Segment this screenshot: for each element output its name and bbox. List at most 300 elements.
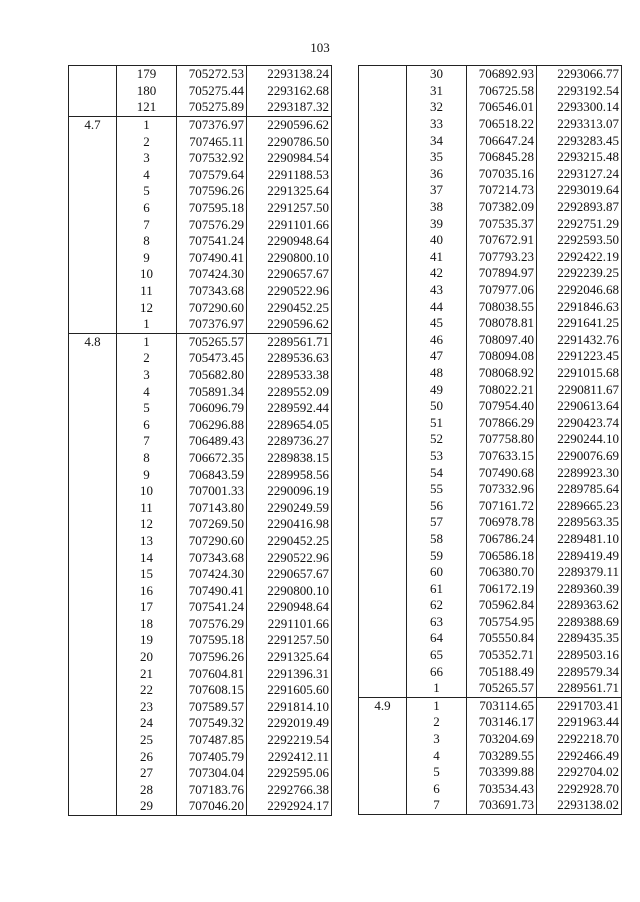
y-coordinate-cell: 2292466.49	[537, 747, 622, 764]
table-row	[69, 765, 332, 782]
point-number-cell: 62	[407, 597, 467, 614]
x-coordinate-cell: 703534.43	[467, 781, 537, 798]
section-cell	[359, 66, 407, 83]
y-coordinate-cell: 2289592.44	[247, 400, 332, 417]
y-coordinate-cell: 2289481.10	[537, 531, 622, 548]
y-coordinate-cell: 2291101.66	[247, 216, 332, 233]
table-row	[69, 566, 332, 583]
point-number-cell: 37	[407, 182, 467, 199]
y-coordinate-cell: 2289654.05	[247, 416, 332, 433]
point-number-cell: 8	[117, 450, 177, 467]
table-row	[359, 797, 622, 814]
point-number-cell: 24	[117, 715, 177, 732]
y-coordinate-cell: 2290244.10	[537, 431, 622, 448]
x-coordinate-cell: 707977.06	[467, 282, 537, 299]
coordinate-table-right	[358, 65, 622, 815]
section-cell	[69, 533, 117, 550]
section-cell	[359, 381, 407, 398]
section-cell	[359, 99, 407, 116]
table-row	[69, 699, 332, 716]
section-cell	[69, 83, 117, 100]
table-row	[69, 383, 332, 400]
x-coordinate-cell: 708078.81	[467, 315, 537, 332]
x-coordinate-cell: 708038.55	[467, 298, 537, 315]
table-row	[359, 464, 622, 481]
table-row	[69, 133, 332, 150]
point-number-cell: 14	[117, 549, 177, 566]
table-row	[69, 582, 332, 599]
table-row	[359, 448, 622, 465]
point-number-cell: 60	[407, 564, 467, 581]
x-coordinate-cell: 707465.11	[177, 133, 247, 150]
y-coordinate-cell: 2289838.15	[247, 450, 332, 467]
x-coordinate-cell: 706672.35	[177, 450, 247, 467]
y-coordinate-cell: 2292924.17	[247, 798, 332, 815]
point-number-cell: 7	[407, 797, 467, 814]
x-coordinate-cell: 703114.65	[467, 697, 537, 714]
x-coordinate-cell: 705962.84	[467, 597, 537, 614]
point-number-cell: 1	[117, 333, 177, 350]
table-row	[69, 665, 332, 682]
x-coordinate-cell: 707376.97	[177, 116, 247, 133]
table-row	[359, 747, 622, 764]
x-coordinate-cell: 708022.21	[467, 381, 537, 398]
x-coordinate-cell: 707487.85	[177, 732, 247, 749]
point-number-cell: 46	[407, 332, 467, 349]
point-number-cell: 5	[117, 183, 177, 200]
table-row	[359, 199, 622, 216]
section-cell	[359, 365, 407, 382]
x-coordinate-cell: 707596.26	[177, 649, 247, 666]
x-coordinate-cell: 707290.60	[177, 533, 247, 550]
x-coordinate-cell: 707672.91	[467, 232, 537, 249]
point-number-cell: 49	[407, 381, 467, 398]
y-coordinate-cell: 2289503.16	[537, 647, 622, 664]
x-coordinate-cell: 707954.40	[467, 398, 537, 415]
x-coordinate-cell: 707046.20	[177, 798, 247, 815]
y-coordinate-cell: 2290596.62	[247, 116, 332, 133]
y-coordinate-cell: 2290657.67	[247, 566, 332, 583]
point-number-cell: 33	[407, 116, 467, 133]
table-row	[359, 680, 622, 697]
point-number-cell: 9	[117, 466, 177, 483]
y-coordinate-cell: 2292422.19	[537, 249, 622, 266]
point-number-cell: 17	[117, 599, 177, 616]
table-row	[69, 782, 332, 799]
x-coordinate-cell: 706096.79	[177, 400, 247, 417]
section-cell	[359, 663, 407, 680]
x-coordinate-cell: 703289.55	[467, 747, 537, 764]
section-cell	[359, 398, 407, 415]
y-coordinate-cell: 2293019.64	[537, 182, 622, 199]
y-coordinate-cell: 2289563.35	[537, 514, 622, 531]
x-coordinate-cell: 705275.89	[177, 99, 247, 116]
point-number-cell: 1	[407, 680, 467, 697]
x-coordinate-cell: 707541.24	[177, 599, 247, 616]
table-row	[359, 597, 622, 614]
table-row	[69, 116, 332, 133]
x-coordinate-cell: 706296.88	[177, 416, 247, 433]
point-number-cell: 36	[407, 166, 467, 183]
x-coordinate-cell: 705352.71	[467, 647, 537, 664]
section-cell	[69, 715, 117, 732]
point-number-cell: 6	[117, 416, 177, 433]
x-coordinate-cell: 707035.16	[467, 166, 537, 183]
table-row	[69, 732, 332, 749]
y-coordinate-cell: 2291396.31	[247, 665, 332, 682]
table-row	[359, 497, 622, 514]
section-cell	[359, 597, 407, 614]
section-cell	[69, 616, 117, 633]
point-number-cell: 5	[407, 764, 467, 781]
table-row	[69, 316, 332, 333]
y-coordinate-cell: 2289360.39	[537, 580, 622, 597]
section-cell	[359, 265, 407, 282]
x-coordinate-cell: 705891.34	[177, 383, 247, 400]
y-coordinate-cell: 2290522.96	[247, 283, 332, 300]
point-number-cell: 35	[407, 149, 467, 166]
section-cell	[359, 448, 407, 465]
point-number-cell: 2	[117, 350, 177, 367]
y-coordinate-cell: 2292928.70	[537, 781, 622, 798]
point-number-cell: 15	[117, 566, 177, 583]
section-cell: 4.8	[69, 333, 117, 350]
point-number-cell: 121	[117, 99, 177, 116]
section-cell	[69, 649, 117, 666]
x-coordinate-cell: 707596.26	[177, 183, 247, 200]
section-cell	[359, 680, 407, 697]
section-cell	[359, 564, 407, 581]
y-coordinate-cell: 2290249.59	[247, 499, 332, 516]
section-cell	[359, 232, 407, 249]
y-coordinate-cell: 2291846.63	[537, 298, 622, 315]
section-cell	[359, 481, 407, 498]
table-row	[69, 283, 332, 300]
table-row	[69, 499, 332, 516]
y-coordinate-cell: 2289923.30	[537, 464, 622, 481]
x-coordinate-cell: 707290.60	[177, 299, 247, 316]
section-cell	[69, 299, 117, 316]
section-cell	[69, 350, 117, 367]
y-coordinate-cell: 2291257.50	[247, 632, 332, 649]
x-coordinate-cell: 707332.96	[467, 481, 537, 498]
x-coordinate-cell: 707490.68	[467, 464, 537, 481]
section-cell	[359, 132, 407, 149]
section-cell	[69, 483, 117, 500]
y-coordinate-cell: 2292595.06	[247, 765, 332, 782]
x-coordinate-cell: 707532.92	[177, 150, 247, 167]
y-coordinate-cell: 2289736.27	[247, 433, 332, 450]
table-row	[359, 697, 622, 714]
section-cell	[69, 216, 117, 233]
section-cell	[69, 383, 117, 400]
section-cell	[69, 632, 117, 649]
table-row	[69, 715, 332, 732]
y-coordinate-cell: 2289533.38	[247, 367, 332, 384]
section-cell	[69, 433, 117, 450]
point-number-cell: 56	[407, 497, 467, 514]
table-row	[359, 614, 622, 631]
section-cell	[359, 332, 407, 349]
section-cell	[69, 416, 117, 433]
point-number-cell: 44	[407, 298, 467, 315]
table-row	[359, 630, 622, 647]
point-number-cell: 22	[117, 682, 177, 699]
table-row	[359, 66, 622, 83]
point-number-cell: 12	[117, 516, 177, 533]
section-cell	[359, 731, 407, 748]
section-cell: 4.9	[359, 697, 407, 714]
x-coordinate-cell: 707589.57	[177, 699, 247, 716]
table-row	[69, 483, 332, 500]
section-cell	[69, 748, 117, 765]
section-cell	[359, 249, 407, 266]
x-coordinate-cell: 707633.15	[467, 448, 537, 465]
y-coordinate-cell: 2291814.10	[247, 699, 332, 716]
y-coordinate-cell: 2291432.76	[537, 332, 622, 349]
y-coordinate-cell: 2289561.71	[247, 333, 332, 350]
x-coordinate-cell: 706647.24	[467, 132, 537, 149]
point-number-cell: 12	[117, 299, 177, 316]
y-coordinate-cell: 2289388.69	[537, 614, 622, 631]
x-coordinate-cell: 707490.41	[177, 250, 247, 267]
table-row	[69, 99, 332, 116]
point-number-cell: 1	[117, 316, 177, 333]
point-number-cell: 28	[117, 782, 177, 799]
x-coordinate-cell: 705754.95	[467, 614, 537, 631]
y-coordinate-cell: 2293127.24	[537, 166, 622, 183]
section-cell: 4.7	[69, 116, 117, 133]
y-coordinate-cell: 2291325.64	[247, 183, 332, 200]
y-coordinate-cell: 2291223.45	[537, 348, 622, 365]
y-coordinate-cell: 2293066.77	[537, 66, 622, 83]
x-coordinate-cell: 706380.70	[467, 564, 537, 581]
y-coordinate-cell: 2292219.54	[247, 732, 332, 749]
section-cell	[69, 167, 117, 184]
table-row	[69, 632, 332, 649]
table-row	[359, 398, 622, 415]
x-coordinate-cell: 706586.18	[467, 547, 537, 564]
y-coordinate-cell: 2292019.49	[247, 715, 332, 732]
table-row	[69, 167, 332, 184]
point-number-cell: 51	[407, 414, 467, 431]
x-coordinate-cell: 706172.19	[467, 580, 537, 597]
y-coordinate-cell: 2290948.64	[247, 233, 332, 250]
table-row	[69, 299, 332, 316]
section-cell	[359, 647, 407, 664]
point-number-cell: 55	[407, 481, 467, 498]
table-row	[69, 367, 332, 384]
section-cell	[359, 83, 407, 100]
point-number-cell: 32	[407, 99, 467, 116]
table-row	[69, 216, 332, 233]
point-number-cell: 63	[407, 614, 467, 631]
x-coordinate-cell: 707343.68	[177, 283, 247, 300]
table-row	[69, 466, 332, 483]
x-coordinate-cell: 707382.09	[467, 199, 537, 216]
x-coordinate-cell: 707576.29	[177, 216, 247, 233]
table-row	[69, 682, 332, 699]
y-coordinate-cell: 2290800.10	[247, 582, 332, 599]
table-row	[69, 66, 332, 83]
x-coordinate-cell: 707604.81	[177, 665, 247, 682]
point-number-cell: 31	[407, 83, 467, 100]
table-row	[359, 731, 622, 748]
y-coordinate-cell: 2289561.71	[537, 680, 622, 697]
y-coordinate-cell: 2290076.69	[537, 448, 622, 465]
y-coordinate-cell: 2291257.50	[247, 200, 332, 217]
table-row	[69, 333, 332, 350]
section-cell	[359, 797, 407, 814]
section-cell	[359, 514, 407, 531]
section-cell	[359, 630, 407, 647]
x-coordinate-cell: 707490.41	[177, 582, 247, 599]
x-coordinate-cell: 706843.59	[177, 466, 247, 483]
x-coordinate-cell: 707535.37	[467, 215, 537, 232]
table-row	[69, 150, 332, 167]
section-cell	[359, 166, 407, 183]
point-number-cell: 179	[117, 66, 177, 83]
point-number-cell: 4	[117, 383, 177, 400]
y-coordinate-cell: 2289665.23	[537, 497, 622, 514]
point-number-cell: 2	[407, 714, 467, 731]
y-coordinate-cell: 2293138.02	[537, 797, 622, 814]
point-number-cell: 61	[407, 580, 467, 597]
table-row	[69, 266, 332, 283]
table-row	[359, 663, 622, 680]
section-cell	[69, 266, 117, 283]
y-coordinate-cell: 2293138.24	[247, 66, 332, 83]
section-cell	[69, 516, 117, 533]
table-row	[359, 166, 622, 183]
table-row	[359, 332, 622, 349]
y-coordinate-cell: 2291703.41	[537, 697, 622, 714]
section-cell	[359, 764, 407, 781]
y-coordinate-cell: 2289958.56	[247, 466, 332, 483]
x-coordinate-cell: 707793.23	[467, 249, 537, 266]
table-row	[359, 315, 622, 332]
section-cell	[359, 431, 407, 448]
x-coordinate-cell: 703146.17	[467, 714, 537, 731]
point-number-cell: 27	[117, 765, 177, 782]
x-coordinate-cell: 706845.28	[467, 149, 537, 166]
table-row	[359, 182, 622, 199]
x-coordinate-cell: 707549.32	[177, 715, 247, 732]
y-coordinate-cell: 2292593.50	[537, 232, 622, 249]
table-row	[359, 132, 622, 149]
y-coordinate-cell: 2292412.11	[247, 748, 332, 765]
point-number-cell: 6	[407, 781, 467, 798]
y-coordinate-cell: 2291641.25	[537, 315, 622, 332]
section-cell	[359, 348, 407, 365]
y-coordinate-cell: 2291101.66	[247, 616, 332, 633]
x-coordinate-cell: 707608.15	[177, 682, 247, 699]
table-row	[359, 265, 622, 282]
section-cell	[359, 497, 407, 514]
table-row	[69, 400, 332, 417]
section-cell	[69, 682, 117, 699]
x-coordinate-cell: 707579.64	[177, 167, 247, 184]
point-number-cell: 16	[117, 582, 177, 599]
table-row	[359, 414, 622, 431]
section-cell	[69, 367, 117, 384]
section-cell	[69, 782, 117, 799]
section-cell	[359, 149, 407, 166]
point-number-cell: 2	[117, 133, 177, 150]
table-row	[69, 450, 332, 467]
section-cell	[359, 199, 407, 216]
section-cell	[69, 400, 117, 417]
table-row	[359, 781, 622, 798]
point-number-cell: 11	[117, 499, 177, 516]
y-coordinate-cell: 2293313.07	[537, 116, 622, 133]
section-cell	[359, 781, 407, 798]
y-coordinate-cell: 2293300.14	[537, 99, 622, 116]
section-cell	[69, 133, 117, 150]
point-number-cell: 50	[407, 398, 467, 415]
section-cell	[69, 699, 117, 716]
point-number-cell: 34	[407, 132, 467, 149]
section-cell	[69, 732, 117, 749]
y-coordinate-cell: 2290452.25	[247, 533, 332, 550]
point-number-cell: 4	[117, 167, 177, 184]
x-coordinate-cell: 707541.24	[177, 233, 247, 250]
y-coordinate-cell: 2289435.35	[537, 630, 622, 647]
table-row	[359, 83, 622, 100]
x-coordinate-cell: 707595.18	[177, 200, 247, 217]
point-number-cell: 18	[117, 616, 177, 633]
x-coordinate-cell: 703691.73	[467, 797, 537, 814]
x-coordinate-cell: 706518.22	[467, 116, 537, 133]
point-number-cell: 58	[407, 531, 467, 548]
y-coordinate-cell: 2289419.49	[537, 547, 622, 564]
x-coordinate-cell: 707595.18	[177, 632, 247, 649]
section-cell	[69, 66, 117, 83]
x-coordinate-cell: 703204.69	[467, 731, 537, 748]
table-row	[359, 99, 622, 116]
table-row	[359, 714, 622, 731]
x-coordinate-cell: 707576.29	[177, 616, 247, 633]
section-cell	[69, 466, 117, 483]
point-number-cell: 6	[117, 200, 177, 217]
table-row	[359, 531, 622, 548]
point-number-cell: 13	[117, 533, 177, 550]
x-coordinate-cell: 707376.97	[177, 316, 247, 333]
point-number-cell: 38	[407, 199, 467, 216]
point-number-cell: 41	[407, 249, 467, 266]
y-coordinate-cell: 2289579.34	[537, 663, 622, 680]
point-number-cell: 26	[117, 748, 177, 765]
y-coordinate-cell: 2290811.67	[537, 381, 622, 398]
table-row	[359, 764, 622, 781]
y-coordinate-cell: 2292046.68	[537, 282, 622, 299]
table-row	[69, 516, 332, 533]
point-number-cell: 65	[407, 647, 467, 664]
x-coordinate-cell: 706546.01	[467, 99, 537, 116]
table-row	[359, 215, 622, 232]
table-row	[359, 514, 622, 531]
table-row	[359, 381, 622, 398]
x-coordinate-cell: 707894.97	[467, 265, 537, 282]
x-coordinate-cell: 705272.53	[177, 66, 247, 83]
section-cell	[69, 450, 117, 467]
x-coordinate-cell: 706786.24	[467, 531, 537, 548]
section-cell	[359, 464, 407, 481]
table-row	[359, 481, 622, 498]
y-coordinate-cell: 2290948.64	[247, 599, 332, 616]
point-number-cell: 48	[407, 365, 467, 382]
table-row	[69, 83, 332, 100]
